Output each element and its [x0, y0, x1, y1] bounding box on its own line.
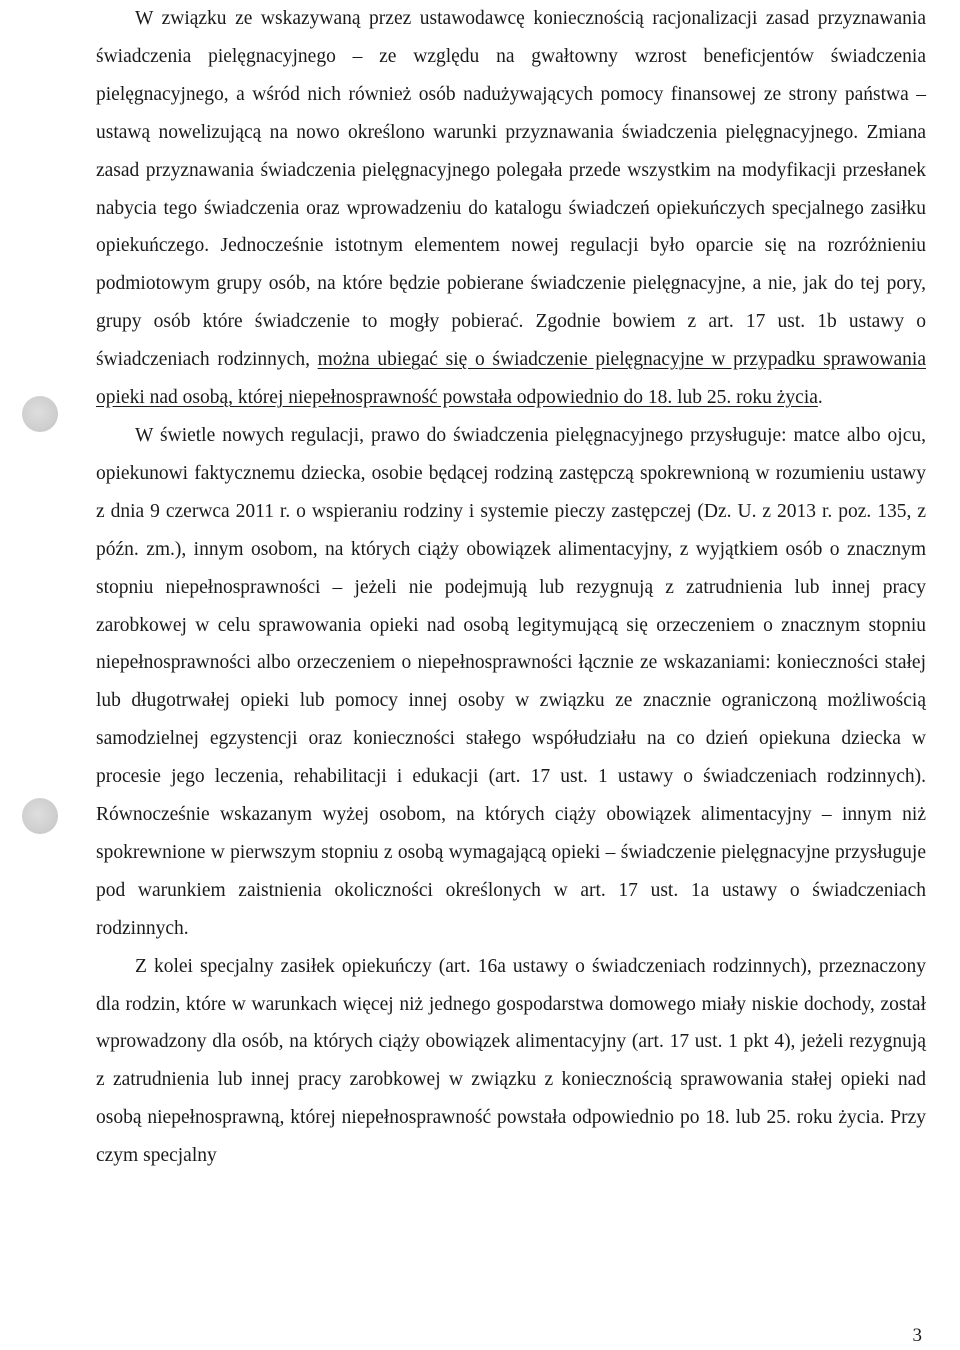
page-number: 3	[912, 1325, 922, 1346]
paragraph-1-text: W związku ze wskazywaną przez ustawodawcę koniecznością racjonalizacji zasad przyznawania świadczenia pielęgnacyjnego – ze względu na gwałtowny wzrost beneficjentów świadczenia pielęgnacyjnego, a wśród nich również osób nadużywających pomocy finansowej ze strony państwa – ustawą nowelizującą na nowo określono warunki przyznawania świadczenia pielęgnacyjnego. Zmiana zasad przyznawania świadczenia pielęgnacyjnego polegała przede wszystkim na modyfikacji przesłanek nabycia tego świadczenia oraz wprowadzeniu do katalogu świadczeń opiekuńczych specjalnego zasiłku opiekuńczego. Jednocześnie istotnym elementem nowej regulacji było oparcie się na rozróżnieniu podmiotowym grupy osób, na które będzie pobierane świadczenie pielęgnacyjne, a nie, jak do tej pory, grupy osób które świadczenie to mogły pobierać. Zgodnie bowiem z art. 17 ust. 1b ustawy o świadczeniach rodzinnych,	[96, 8, 926, 371]
paragraph-2: W świetle nowych regulacji, prawo do świadczenia pielęgnacyjnego przysługuje: matce albo ojcu, opiekunowi faktycznemu dziecka, osobie będącej rodziną zastępczą spokrewnioną w rozumieniu ustawy z dnia 9 czerwca 2011 r. o wspieraniu rodziny i systemie pieczy zastępczej (Dz. U. z 2013 r. poz. 135, z późn. zm.), innym osobom, na których ciąży obowiązek alimentacyjny, z wyjątkiem osób o znacznym stopniu niepełnosprawności – jeżeli nie podejmują lub rezygnują z zatrudnienia lub innej pracy zarobkowej w celu sprawowania opieki nad osobą legitymującą się orzeczeniem o znacznym stopniu niepełnosprawności albo orzeczeniem o niepełnosprawności łącznie ze wskazaniami: konieczności stałej lub długotrwałej opieki lub pomocy innej osoby w związku ze znacznie ograniczoną możliwością samodzielnej egzystencji oraz konieczności stałego współudziału na co dzień opiekuna dziecka w procesie jego leczenia, rehabilitacji i edukacji (art. 17 ust. 1 ustawy o świadczeniach rodzinnych). Równocześnie wskazanym wyżej osobom, na których ciąży obowiązek alimentacyjny – innym niż spokrewnione w pierwszym stopniu z osobą wymagającą opieki – świadczenie pielęgnacyjne przysługuje pod warunkiem zaistnienia okoliczności określonych w art. 17 ust. 1a ustawy o świadczeniach rodzinnych.	[96, 424, 926, 939]
binder-hole-top	[22, 396, 58, 432]
paragraph-1-text-end: .	[817, 387, 823, 409]
paragraph-3: Z kolei specjalny zasiłek opiekuńczy (art. 16a ustawy o świadczeniach rodzinnych), przeznaczony dla rodzin, które w warunkach więcej niż jednego gospodarstwa domowego miały niskie dochody, został wprowadzony dla osób, na których ciąży obowiązek alimentacyjny (art. 17 ust. 1 pkt 4), jeżeli rezygnują z zatrudnienia lub innej pracy zarobkowej w związku z koniecznością sprawowania stałej opieki nad osobą niepełnosprawną, której niepełnosprawność powstała odpowiednio po 18. lub 25. roku życia. Przy czym specjalny	[96, 955, 926, 1167]
paragraph-1-underlined-text: można ubiegać się o świadczenie pielęgnacyjne w przypadku sprawowania opieki nad osobą, której niepełnosprawność powstała odpowiednio do 18. lub 25. roku życia	[96, 349, 926, 409]
paragraph-1	[96, 0, 926, 417]
binder-hole-bottom	[22, 798, 58, 834]
document-page	[96, 0, 926, 1175]
